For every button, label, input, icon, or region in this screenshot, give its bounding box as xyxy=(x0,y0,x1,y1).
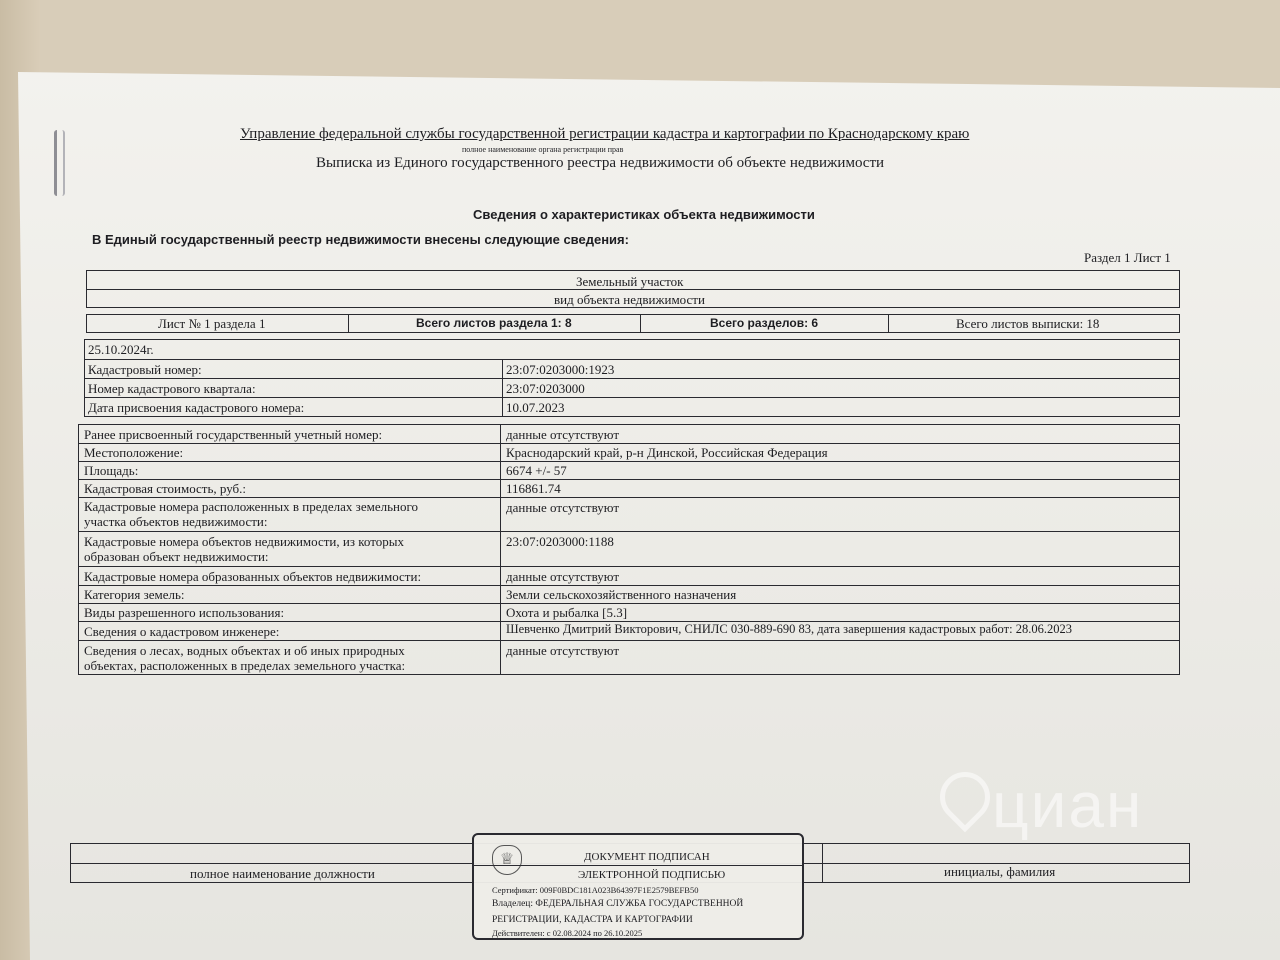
detail-value: данные отсутствуют xyxy=(506,643,620,658)
permitted-use-value: Охота и рыбалка [5.3] xyxy=(506,605,628,620)
position-caption: полное наименование должности xyxy=(190,866,375,881)
detail-label: Категория земель: xyxy=(84,587,185,602)
section-sheet-label: Раздел 1 Лист 1 xyxy=(1084,250,1171,265)
detail-value: данные отсутствуют xyxy=(506,500,620,515)
detail-label: Кадастровые номера образованных объектов недвижимости: xyxy=(84,569,422,584)
cadastral-quarter: 23:07:0203000 xyxy=(506,381,585,396)
detail-value: данные отсутствуют xyxy=(506,427,620,442)
extract-title: Выписка из Единого государственного реестра недвижимости об объекте недвижимости xyxy=(316,155,885,171)
assignment-date: 10.07.2023 xyxy=(506,400,565,415)
extract-sheets-total: Всего листов выписки: 18 xyxy=(956,316,1100,331)
location-value: Краснодарский край, р-н Динской, Российская Федерация xyxy=(506,445,828,460)
land-category-value: Земли сельскохозяйственного назначения xyxy=(506,587,737,602)
certificate-validity: Действителен: с 02.08.2024 по 26.10.2025 xyxy=(492,928,643,938)
area-value: 6674 +/- 57 xyxy=(506,463,567,478)
meta-label: Кадастровый номер: xyxy=(88,362,202,377)
detail-label-cont: образован объект недвижимости: xyxy=(84,549,269,564)
state-emblem-icon: ♕ xyxy=(492,845,522,875)
certificate-number: Сертификат: 009F0BDC181A023B64397F1E2579BEFB50 xyxy=(492,885,699,895)
detail-label: Кадастровые номера объектов недвижимости, из которых xyxy=(84,534,404,549)
detail-label-cont: объектах, расположенных в пределах земельного участка: xyxy=(84,658,406,673)
object-type: Земельный участок xyxy=(576,274,684,289)
certificate-owner: Владелец: ФЕДЕРАЛЬНАЯ СЛУЖБА ГОСУДАРСТВЕННОЙ xyxy=(492,899,744,909)
extract-date: 25.10.2024г. xyxy=(88,342,154,357)
sections-total: Всего разделов: 6 xyxy=(710,316,819,330)
meta-label: Номер кадастрового квартала: xyxy=(88,381,256,396)
detail-label: Ранее присвоенный государственный учетный номер: xyxy=(84,427,383,442)
agency-caption: полное наименование органа регистрации прав xyxy=(462,145,624,154)
cadastral-engineer-value: Шевченко Дмитрий Викторович, СНИЛС 030-889-690 83, дата завершения кадастровых работ: 28.06.2023 xyxy=(506,622,1072,636)
detail-label: Виды разрешенного использования: xyxy=(84,605,285,620)
detail-label-cont: участка объектов недвижимости: xyxy=(84,514,268,529)
stamp-line: ДОКУМЕНТ ПОДПИСАН xyxy=(584,851,710,863)
agency-name: Управление федеральной службы государственной регистрации кадастра и картографии по Краснодарскому краю xyxy=(240,126,970,142)
name-caption: инициалы, фамилия xyxy=(944,864,1056,879)
sheet-number: Лист № 1 раздела 1 xyxy=(158,316,266,331)
source-cadastral-number: 23:07:0203000:1188 xyxy=(506,534,614,549)
detail-label: Сведения о кадастровом инженере: xyxy=(84,624,280,639)
detail-value: данные отсутствуют xyxy=(506,569,620,584)
section-title: Сведения о характеристиках объекта недвижимости xyxy=(473,207,815,222)
intro-text: В Единый государственный реестр недвижимости внесены следующие сведения: xyxy=(92,232,629,247)
detail-label: Сведения о лесах, водных объектах и об иных природных xyxy=(84,643,405,658)
meta-label: Дата присвоения кадастрового номера: xyxy=(88,400,305,415)
cadastral-number: 23:07:0203000:1923 xyxy=(506,362,615,377)
section-sheets-total: Всего листов раздела 1: 8 xyxy=(416,316,572,330)
detail-label: Местоположение: xyxy=(84,445,184,460)
watermark: циан xyxy=(992,769,1144,841)
certificate-owner-cont: РЕГИСТРАЦИИ, КАДАСТРА И КАРТОГРАФИИ xyxy=(492,915,693,925)
cadastral-cost-value: 116861.74 xyxy=(506,481,561,496)
detail-label: Кадастровая стоимость, руб.: xyxy=(84,481,247,496)
object-type-caption: вид объекта недвижимости xyxy=(554,292,705,307)
e-signature-stamp xyxy=(472,833,804,940)
staple xyxy=(54,130,65,196)
detail-label: Кадастровые номера расположенных в пределах земельного xyxy=(84,499,418,514)
stamp-line: ЭЛЕКТРОННОЙ ПОДПИСЬЮ xyxy=(578,869,726,881)
detail-label: Площадь: xyxy=(84,463,139,478)
